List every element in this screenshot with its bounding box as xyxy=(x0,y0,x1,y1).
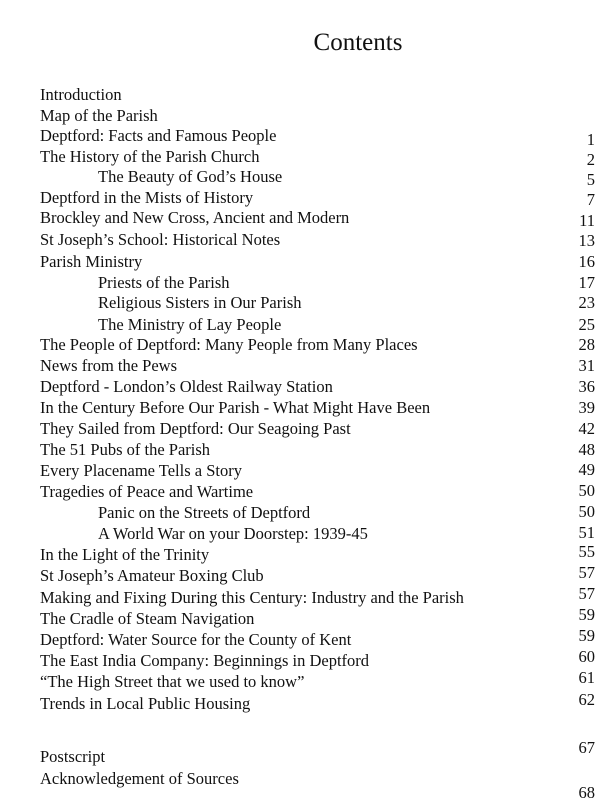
entry-title: Acknowledgement of Sources xyxy=(40,769,239,788)
entry-page: 42 xyxy=(578,419,595,438)
entry-title: Priests of the Parish xyxy=(98,273,230,292)
entry-title: St Joseph’s Amateur Boxing Club xyxy=(40,566,264,585)
entry-title: They Sailed from Deptford: Our Seagoing Past xyxy=(40,419,351,438)
entry-title: “The High Street that we used to know” xyxy=(40,672,305,691)
toc-entry xyxy=(0,605,616,629)
entry-title: In the Century Before Our Parish - What Might Have Been xyxy=(40,398,431,417)
entry-page: 31 xyxy=(578,356,595,375)
toc-entry xyxy=(0,397,616,418)
entry-title: Religious Sisters in Our Parish xyxy=(98,293,302,312)
entry-page: 50 xyxy=(578,502,595,521)
entry-page: 62 xyxy=(578,690,595,709)
toc-entry xyxy=(0,738,616,767)
toc-subentry xyxy=(0,292,616,313)
toc-entry xyxy=(0,768,616,802)
toc-entry xyxy=(0,355,616,376)
entry-page: 13 xyxy=(578,231,595,250)
toc-subentry xyxy=(0,272,616,293)
entry-title: Deptford: Facts and Famous People xyxy=(40,126,277,145)
entry-page: 57 xyxy=(578,584,595,603)
toc-entry xyxy=(0,481,616,502)
toc-entry xyxy=(0,690,616,714)
entry-title: The Beauty of God’s House xyxy=(98,167,283,186)
entry-title: The Cradle of Steam Navigation xyxy=(40,609,255,628)
entry-title: Making and Fixing During this Century: Industry and the Parish xyxy=(40,588,464,607)
entry-title: Panic on the Streets of Deptford xyxy=(98,503,311,522)
entry-page: 7 xyxy=(586,190,595,209)
entry-title: Brockley and New Cross, Ancient and Modern xyxy=(40,208,350,227)
entry-page: 25 xyxy=(578,315,595,334)
entry-page: 2 xyxy=(586,150,595,169)
entry-title: In the Light of the Trinity xyxy=(40,545,210,564)
entry-title: St Joseph’s School: Historical Notes xyxy=(40,230,281,249)
toc-entry xyxy=(0,207,616,228)
entry-title: Map of the Parish xyxy=(40,106,158,125)
entry-title: The East India Company: Beginnings in Deptford xyxy=(40,651,370,670)
toc-subentry xyxy=(0,502,616,523)
entry-page: 61 xyxy=(578,668,595,687)
toc-entry xyxy=(0,668,616,692)
entry-page: 55 xyxy=(578,542,595,561)
toc-entry xyxy=(0,626,616,650)
toc-entry xyxy=(0,565,616,586)
entry-page: 39 xyxy=(578,398,595,417)
toc-subentry xyxy=(0,166,616,187)
entry-title: Deptford: Water Source for the County of Kent xyxy=(40,630,352,649)
entry-page: 23 xyxy=(578,293,595,312)
page-title: Contents xyxy=(313,29,403,56)
entry-title: The Ministry of Lay People xyxy=(98,315,282,334)
entry-page: 36 xyxy=(578,377,595,396)
entry-page: 60 xyxy=(578,647,595,666)
entry-page: 28 xyxy=(578,335,595,354)
entry-page: 17 xyxy=(578,273,595,292)
entry-page: 50 xyxy=(578,481,595,500)
entry-page: 68 xyxy=(578,783,595,802)
entry-title: A World War on your Doorstep: 1939-45 xyxy=(98,524,368,543)
toc-subentry xyxy=(0,314,616,335)
entry-page: 67 xyxy=(578,738,595,757)
toc-entry xyxy=(0,334,616,355)
entry-title: Postscript xyxy=(40,747,106,766)
entry-page: 49 xyxy=(578,460,595,479)
entry-page: 48 xyxy=(578,440,595,459)
entry-page: 59 xyxy=(578,626,595,645)
entry-title: Tragedies of Peace and Wartime xyxy=(40,482,254,501)
entry-page: 1 xyxy=(586,130,595,149)
entry-title: News from the Pews xyxy=(40,356,178,375)
entry-page: 5 xyxy=(586,170,595,189)
entry-title: Every Placename Tells a Story xyxy=(40,461,242,480)
toc-entry xyxy=(0,647,616,671)
entry-title: Deptford - London’s Oldest Railway Station xyxy=(40,377,333,396)
toc-entry xyxy=(0,125,616,149)
entry-title: Introduction xyxy=(40,85,122,104)
entry-title: Parish Ministry xyxy=(40,252,143,271)
toc-entry xyxy=(0,146,616,167)
toc-entry xyxy=(0,105,616,126)
entry-title: The History of the Parish Church xyxy=(40,147,260,166)
entry-title: The 51 Pubs of the Parish xyxy=(40,440,211,459)
entry-page: 57 xyxy=(578,563,595,582)
toc-entry xyxy=(0,84,616,105)
toc-entry xyxy=(0,418,616,439)
entry-page: 51 xyxy=(578,523,595,542)
toc-entry xyxy=(0,544,616,565)
entry-page: 59 xyxy=(578,605,595,624)
entry-page: 16 xyxy=(578,252,595,271)
entry-title: Trends in Local Public Housing xyxy=(40,694,251,713)
toc-entry xyxy=(0,229,616,250)
toc-entry xyxy=(0,187,616,208)
toc-entry xyxy=(0,439,616,460)
toc-entry xyxy=(0,251,616,272)
entry-page: 11 xyxy=(579,211,595,230)
toc-subentry xyxy=(0,523,616,544)
entry-title: Deptford in the Mists of History xyxy=(40,188,254,207)
toc-entry xyxy=(0,460,616,481)
toc-entry xyxy=(0,376,616,397)
entry-title: The People of Deptford: Many People from Many Places xyxy=(40,335,418,354)
toc-entry xyxy=(0,584,616,608)
